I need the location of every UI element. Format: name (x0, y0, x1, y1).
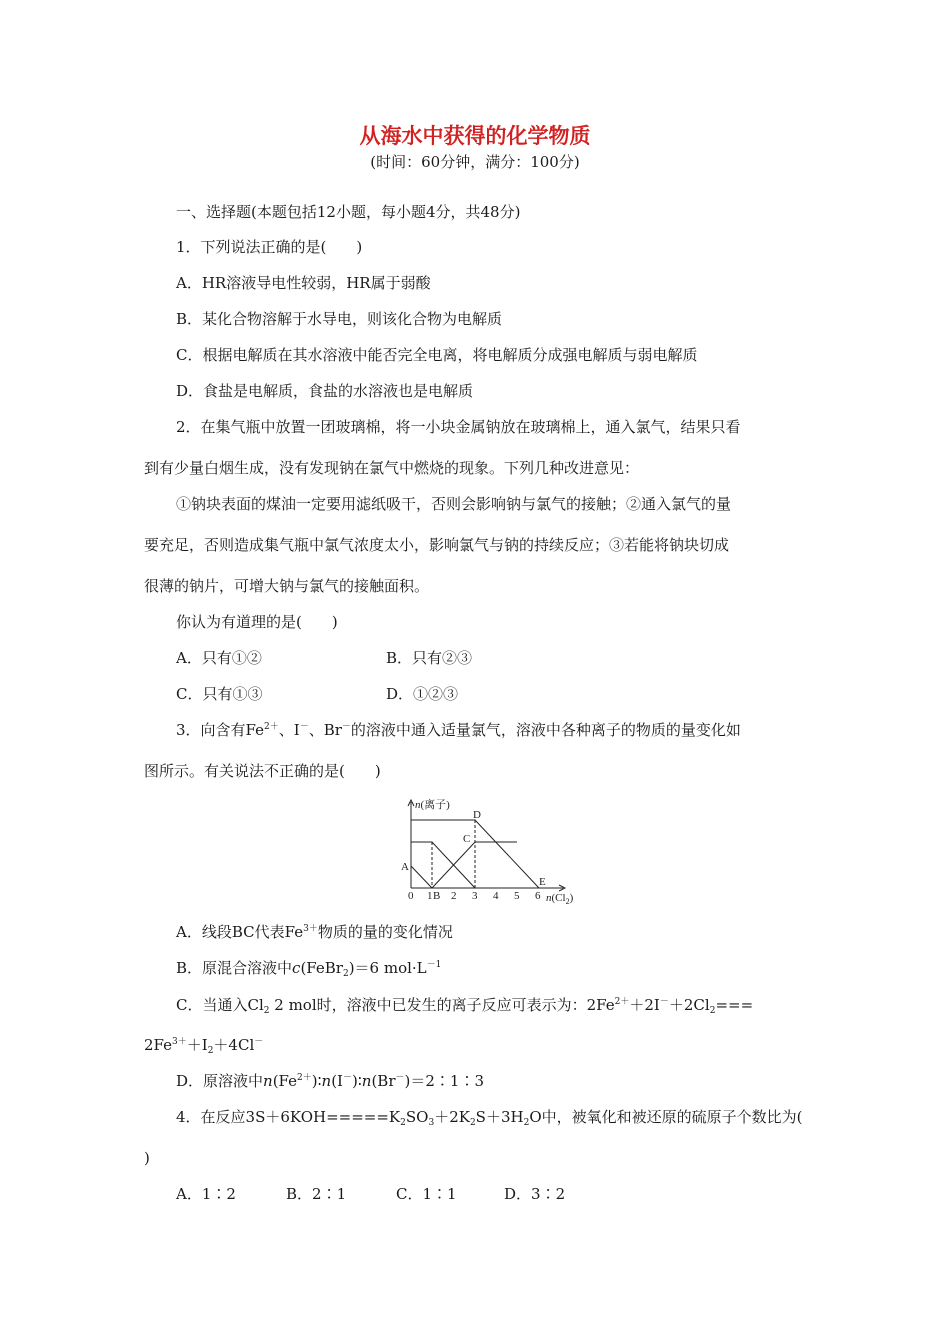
point-d-label: D (473, 809, 481, 821)
x-axis-label: $n(Cl_2)$ (546, 892, 574, 906)
q4-option-b: B．2∶1 (286, 1185, 347, 1203)
point-b-label: B (433, 890, 441, 902)
q2-option-b: B．只有②③ (386, 649, 473, 667)
q1-option-c: C．根据电解质在其水溶液中能否完全电离，将电解质分成强电解质与弱电解质 (176, 346, 698, 364)
x-tick-label: 2 (451, 890, 457, 902)
exam-info: (时间：60分钟，满分：100分) (370, 153, 580, 171)
q4-stem-line1: 4．在反应$3S+6KOH=====K_2SO_3+2K_2S+3H_2O$中，被氧化和被还原的硫原子个数比为( (176, 1108, 803, 1128)
fe2-series-line (411, 842, 475, 888)
point-e-label: E (539, 876, 546, 888)
page-title: 从海水中获得的化学物质 (359, 123, 591, 148)
q2-ask: 你认为有道理的是( ) (176, 613, 338, 631)
q2-stem-line1: 2．在集气瓶中放置一团玻璃棉，将一小块金属钠放在玻璃棉上，通入氯气，结果只看 (176, 418, 741, 436)
q3-option-b: B．原混合溶液中c(FeBr$_2$)＝6 $mol\cdot L^{-1}$ (176, 959, 442, 979)
q2-stem-line2: 到有少量白烟生成，没有发现钠在氯气中燃烧的现象。下列几种改进意见： (144, 459, 640, 477)
i-series-line (411, 866, 432, 888)
point-c-label: C (463, 833, 471, 845)
section-heading: 一、选择题(本题包括12小题，每小题4分，共48分) (176, 203, 521, 221)
q1-option-b: B．某化合物溶解于水导电，则该化合物为电解质 (176, 310, 503, 328)
x-tick-label: 5 (514, 890, 520, 902)
q4-option-a: A．1∶2 (176, 1185, 236, 1203)
q2-stem-line5: 很薄的钠片，可增大钠与氯气的接触面积。 (144, 577, 430, 595)
q3-option-d: D．原溶液中$n(Fe^{2+})∶n(I^-)∶n(Br^-)=2∶1∶3$ (176, 1072, 484, 1090)
q4-option-c: C．1∶1 (396, 1185, 457, 1203)
ion-amount-graph (393, 796, 588, 908)
q4-option-d: D．3∶2 (504, 1185, 566, 1203)
x-tick-label: 0 (408, 890, 414, 902)
x-tick-label: 3 (472, 890, 478, 902)
q2-stem-line4: 要充足，否则造成集气瓶中氯气浓度太小，影响氯气与钠的持续反应；③若能将钠块切成 (144, 536, 730, 554)
q3-option-a: A．线段BC代表$Fe^{3+}$物质的量的变化情况 (176, 923, 453, 941)
q2-option-d: D．①②③ (386, 685, 459, 703)
q2-stem-line3: ①钠块表面的煤油一定要用滤纸吸干，否则会影响钠与氯气的接触；②通入氯气的量 (176, 495, 732, 513)
q3-stem-line2: 图所示。有关说法不正确的是( ) (144, 762, 381, 780)
q4-stem-line2: ) (144, 1149, 150, 1167)
q3-stem-line1: 3．向含有$Fe^{2+}$、I－、Br－的溶液中通入适量氯气，溶液中各种离子的物质的量变化如 (176, 721, 741, 739)
x-tick-label: 4 (493, 890, 499, 902)
point-a-label: A (401, 861, 409, 873)
q2-option-c: C．只有①③ (176, 685, 263, 703)
q2-option-a: A．只有①② (176, 649, 262, 667)
q3-option-c-line1: C．当通入$Cl_2$ 2 mol时，溶液中已发生的离子反应可表示为：$2Fe^{2+}+2I^-+2Cl_2===$ (176, 996, 754, 1016)
y-axis-label: n(离子) (415, 799, 450, 811)
q3-option-c-line2: $2Fe^{3+}+I_2+4Cl^-$ (144, 1036, 264, 1056)
q1-option-d: D．食盐是电解质，食盐的水溶液也是电解质 (176, 382, 474, 400)
q1-stem: 1．下列说法正确的是( ) (176, 238, 363, 256)
x-tick-label: 1 (427, 890, 433, 902)
q1-option-a: A．HR溶液导电性较弱，HR属于弱酸 (176, 274, 431, 292)
x-tick-label: 6 (535, 890, 541, 902)
